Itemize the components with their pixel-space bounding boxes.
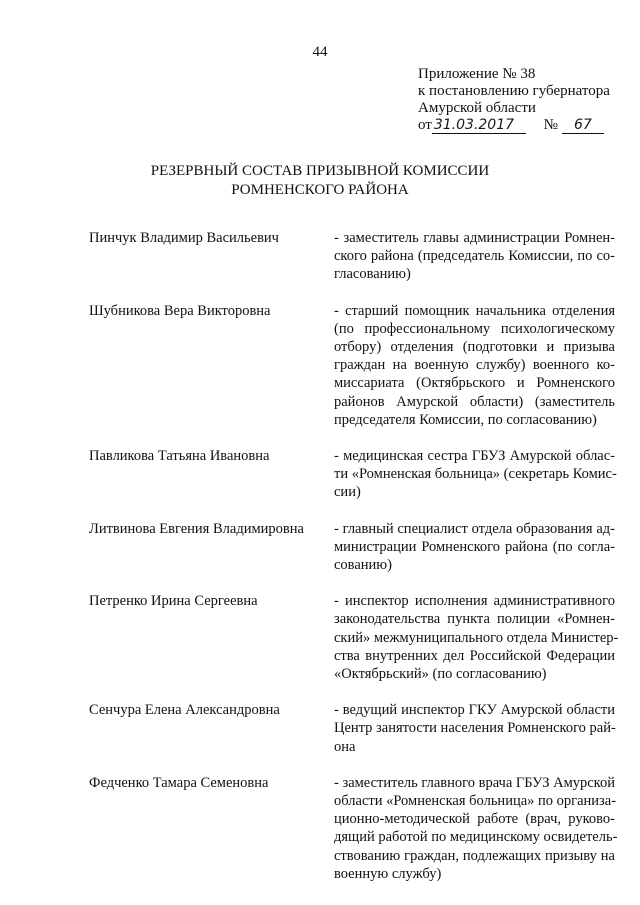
member-name: Федченко Тамара Семеновна [89,774,269,791]
member-role-line: ствованию граждан, подлежащих призыву на [334,847,615,864]
member-role [334,774,618,883]
member-role-line: «Октябрьский» (по согласованию) [334,666,547,683]
member-role [334,302,615,429]
member-row [0,701,640,756]
member-role-line: военную службу) [334,865,442,882]
member-name: Павликова Татьяна Ивановна [89,448,270,465]
member-role-line: сованию) [334,557,392,574]
member-role-line: ского района (председатель Комиссии, по со- [334,248,615,265]
appendix-region: Амурской области [418,100,536,116]
member-role-line: Центр занятости населения Ромненского рай- [334,720,616,737]
member-role [334,447,615,502]
title-line-1: РЕЗЕРВНЫЙ СОСТАВ ПРИЗЫВНОЙ КОМИССИИ [150,163,490,179]
member-role-line: дящий работой по медицинскому освидетель- [334,829,618,846]
member-role-line: (по профессиональному психологическому [334,320,615,337]
member-role-line: сии) [334,484,361,501]
document-title [0,162,640,200]
member-role-line: области «Ромненская больница» по организа- [334,793,617,810]
member-role-line: отбору) отделения (подготовки и призыва [334,339,615,356]
member-name: Шубникова Вера Викторовна [89,302,271,319]
member-role-line: миссариата (Октябрьского и Ромненского [334,375,615,392]
member-role-line: она [334,738,356,755]
member-name: Сенчура Елена Александровна [89,702,280,719]
member-role-line: - медицинская сестра ГБУЗ Амурской облас- [334,448,615,465]
member-role-line: - заместитель главы администрации Ромнен- [334,230,615,246]
member-role-line: районов Амурской области) (заместитель [334,393,615,410]
member-spacer [0,429,640,447]
member-spacer [0,574,640,592]
appendix-header [418,66,628,134]
member-role [334,701,615,756]
member-role-line: - инспектор исполнения административного [334,593,615,610]
member-spacer [0,284,640,302]
member-row [0,302,640,429]
member-role [334,592,619,683]
member-name: Пинчук Владимир Васильевич [89,230,279,246]
decree-date: 31.03.2017 [432,118,526,134]
member-row [0,774,640,883]
member-row [0,592,640,683]
members-list [0,229,640,883]
title-line-2: РОМНЕНСКОГО РАЙОНА [231,182,409,198]
member-spacer [0,683,640,701]
member-name: Литвинова Евгения Владимировна [89,520,304,537]
member-spacer [0,502,640,520]
member-role-line: председателя Комиссии, по согласованию) [334,411,597,428]
member-role-line: законодательства пункта полиции «Ромнен- [334,611,615,628]
member-role-line: ства внутренних дел Российской Федерации [334,647,615,664]
member-role-line: - старший помощник начальника отделения [334,302,615,319]
member-role-line: - главный специалист отдела образования ад- [334,520,615,537]
appendix-decree: к постановлению губернатора [418,83,610,99]
member-row [0,229,640,284]
member-role-line: гласованию) [334,266,411,283]
page-number: 44 [312,44,328,60]
member-row [0,447,640,502]
member-role-line: министрации Ромненского района (по согла- [334,538,615,555]
member-role [334,520,615,575]
appendix-number: Приложение № 38 [418,66,536,82]
member-role-line: - заместитель главного врача ГБУЗ Амурской [334,774,615,791]
member-name: Петренко Ирина Сергеевна [89,593,258,610]
member-role-line: - ведущий инспектор ГКУ Амурской области [334,702,615,719]
appendix-date-line [418,117,628,134]
member-role-line: ский» межмуниципального отдела Министер- [334,629,619,646]
member-role-line: граждан на военную службу) военного ко- [334,357,615,374]
member-role [334,229,615,284]
member-spacer [0,756,640,774]
member-row [0,520,640,575]
member-role-line: ти «Ромненская больница» (секретарь Комис- [334,466,617,483]
number-prefix: № [543,117,558,133]
decree-number: 67 [562,118,604,134]
date-prefix: от [418,117,432,133]
member-role-line: ционно-методической работе (врач, руково- [334,811,615,828]
